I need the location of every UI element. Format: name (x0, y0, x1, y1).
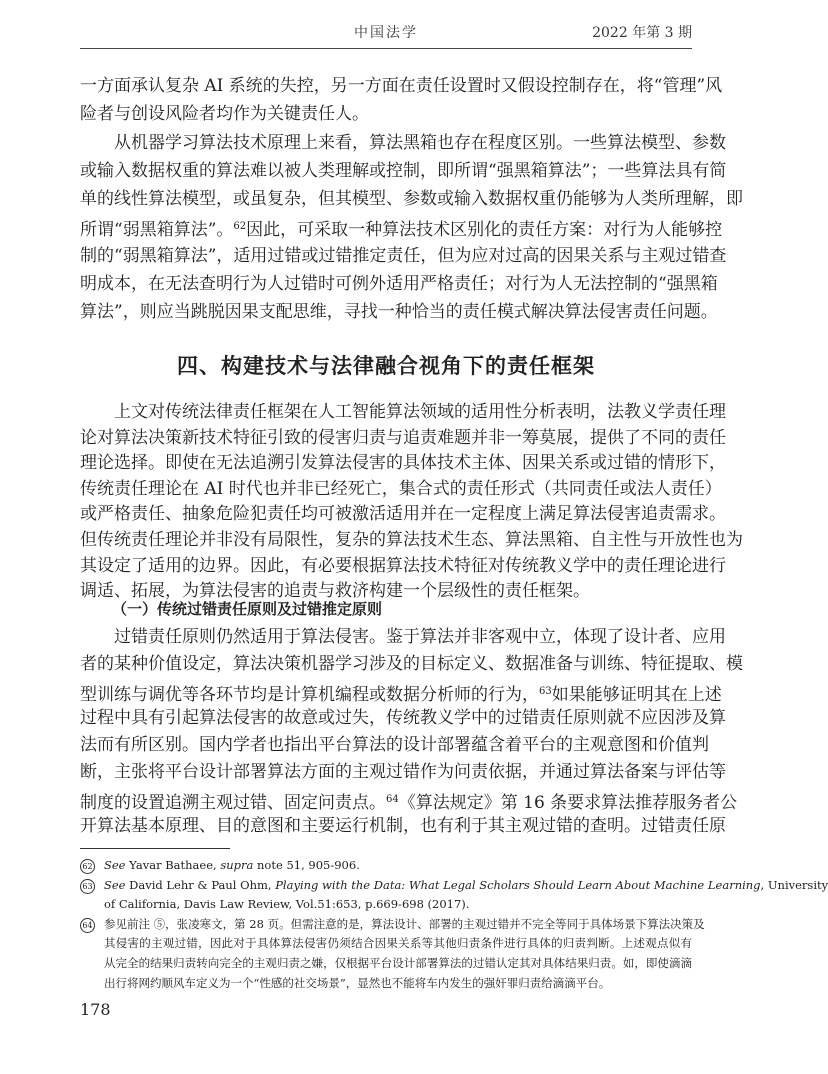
line-text: 理论选择。即使在无法追溯引发算法侵害的具体技术主体、因果关系或过错的情形下， (80, 453, 726, 474)
footnote-rule (80, 848, 230, 849)
footnote (80, 856, 692, 876)
line-text: 出行将网约顺风车定义为一个“性感的社交场景”，显然也不能将车内发生的强奸罪归责给滴滴平台。 (104, 975, 611, 990)
italic-text: Playing with the Data: What Legal Scholars Should Learn About Machine Learning (275, 877, 761, 892)
line-text: 断，主张将平台设计部署算法方面的主观过错作为问责依据，并通过算法备案与评估等 (80, 762, 726, 782)
subsection-heading: （一）传统过错责任原则及过错推定原则 (112, 600, 383, 618)
text-line (104, 915, 705, 935)
line-text: 过错责任原则仍然适用于算法侵害。鉴于算法并非客观中立，体现了设计者、应用 (114, 627, 726, 647)
italic-text: See (104, 858, 126, 872)
line-text: 者的某种价值设定，算法决策机器学习涉及的目标定义、数据准备与训练、特征提取、模 (80, 654, 743, 674)
text-line (80, 624, 726, 651)
section-heading: 四、构建技术与法律融合视角下的责任框架 (177, 354, 595, 378)
header-rule (80, 48, 692, 49)
italic-text: See (104, 877, 126, 892)
line-text: 上文对传统法律责任框架在人工智能算法领域的适用性分析表明，法教义学责任理 (114, 402, 726, 422)
body-block-1 (80, 72, 743, 327)
text-line (80, 451, 726, 477)
line-text: David Lehr & Paul Ohm, (125, 877, 276, 892)
line-text: 明成本，在无法查明行为人过错时可例外适用严格责任；对行为人无法控制的“强黑箱 (80, 274, 718, 295)
footnote-ref: 64 (386, 794, 399, 805)
line-text: 单的线性算法模型，或虽复杂，但其模型、参数或输入数据权重仍能够为人类所理解，即 (80, 189, 743, 210)
line-text: 型训练与调优等各环节均是计算机编程或数据分析师的行为， (80, 685, 539, 705)
text-line (104, 934, 692, 954)
text-line (104, 895, 692, 915)
line-text: 论对算法决策新技术特征引致的侵害归责与追责难题并非一筹莫展，提供了不同的责任 (80, 427, 726, 448)
line-text: 一方面承认复杂 AI 系统的失控，另一方面在责任设置时又假设控制存在，将“管理”风 (80, 76, 723, 96)
text-line (80, 129, 726, 157)
text-line (80, 213, 723, 241)
line-text: 参见前注 ⑤，张凌寒文，第 28 页。但需注意的是，算法设计、部署的主观过错并不完全等同于具体场景下算法决策及 (104, 916, 705, 931)
text-line (80, 72, 723, 100)
line-text: 《算法规定》第 16 条要求算法推荐服务者公 (398, 793, 738, 813)
footnote-ref: 63 (539, 686, 552, 697)
line-text: 从机器学习算法技术原理上来看，算法黑箱也存在程度区别。一些算法模型、参数 (114, 132, 726, 153)
running-header-journal: 中国法学 (354, 25, 418, 41)
line-text: 法而有所区别。国内学者也指出平台算法的设计部署蕴含着平台的主观意图和价值判 (80, 735, 709, 755)
line-text: 险者与创设风险者均作为关键责任人。 (80, 104, 369, 125)
line-text: 因此，可采取一种算法技术区别化的责任方案：对行为人能够控 (246, 220, 723, 241)
text-line (104, 954, 692, 974)
line-text: 但传统责任理论并非没有局限性，复杂的算法技术生态、算法黑箱、自主性与开放性也为 (80, 529, 743, 550)
text-line (80, 270, 718, 298)
line-text: 如果能够证明其在上述 (551, 685, 722, 705)
text-line (80, 678, 722, 705)
body-block-2 (80, 400, 743, 605)
line-text: 或严格责任、抽象危险犯责任均可被激活适用并在一定程度上满足算法侵害追责需求。 (80, 504, 726, 525)
line-text: 其侵害的主观过错，因此对于具体算法侵害仍须结合因果关系等其他归责条件进行具体的归责判断。上述观点似有 (104, 936, 692, 951)
line-text: 制的“弱黑箱算法”，适用过错或过错推定责任，但为应对过高的因果关系与主观过错查 (80, 245, 727, 266)
text-line (80, 100, 692, 128)
footnote-number: 63 (80, 879, 95, 894)
line-text: of California, Davis Law Review, Vol.51:653, p.669-698 (2017). (104, 897, 470, 912)
text-line (104, 876, 828, 896)
line-text: Yavar Bathaee, (125, 858, 221, 872)
line-text: note 51, 905-906. (253, 858, 360, 872)
footnote-number: 64 (80, 918, 95, 933)
footnote-ref: 62 (233, 221, 247, 233)
text-line (80, 185, 743, 213)
footnotes (80, 856, 828, 993)
text-line (80, 813, 726, 840)
line-text: 其设定了适用的边界。因此，有必要根据算法技术特征对传统教义学中的责任理论进行 (80, 555, 726, 576)
running-header-issue: 2022 年第 3 期 (592, 25, 692, 41)
text-line (80, 759, 726, 786)
text-line (80, 298, 718, 326)
text-line (80, 400, 726, 426)
text-line (80, 242, 727, 270)
text-line (80, 426, 726, 452)
italic-text: supra (220, 858, 254, 872)
footnote-number: 62 (80, 859, 95, 874)
line-text: 从完全的结果归责转向完全的主观归责之嫌，仅根据平台设计部署算法的过错认定其对具体结果归责。如，即使滴滴 (104, 955, 692, 970)
text-line (80, 477, 722, 503)
page-number: 178 (80, 1000, 111, 1019)
line-text: 所谓“弱黑箱算法”。 (80, 220, 234, 241)
line-text: 算法”，则应当跳脱因果支配思维，寻找一种恰当的责任模式解决算法侵害责任问题。 (80, 302, 718, 323)
text-line (80, 651, 743, 678)
line-text: 传统责任理论在 AI 时代也并非已经死亡，集合式的责任形式（共同责任或法人责任） (80, 478, 722, 499)
line-text: , University (760, 877, 828, 892)
text-line (80, 554, 726, 580)
text-line (80, 705, 726, 732)
line-text: 调适、拓展，为算法侵害的追责与救济构建一个层级性的责任框架。 (80, 581, 590, 602)
text-line (104, 974, 692, 994)
text-line (104, 856, 692, 876)
line-text: 过程中具有引起算法侵害的故意或过失，传统教义学中的过错责任原则就不应因涉及算 (80, 708, 726, 728)
text-line (80, 157, 727, 185)
text-line (80, 732, 709, 759)
text-line (80, 502, 726, 528)
line-text: 制度的设置追溯主观过错、固定问责点。 (80, 793, 386, 813)
text-line (80, 528, 743, 554)
line-text: 开算法基本原理、目的意图和主要运行机制，也有利于其主观过错的查明。过错责任原 (80, 816, 726, 836)
footnote (80, 915, 705, 993)
body-block-3 (80, 624, 743, 840)
text-line (80, 786, 738, 813)
footnote (80, 876, 828, 915)
line-text: 或输入数据权重的算法难以被人类理解或控制，即所谓“强黑箱算法”；一些算法具有简 (80, 160, 727, 181)
